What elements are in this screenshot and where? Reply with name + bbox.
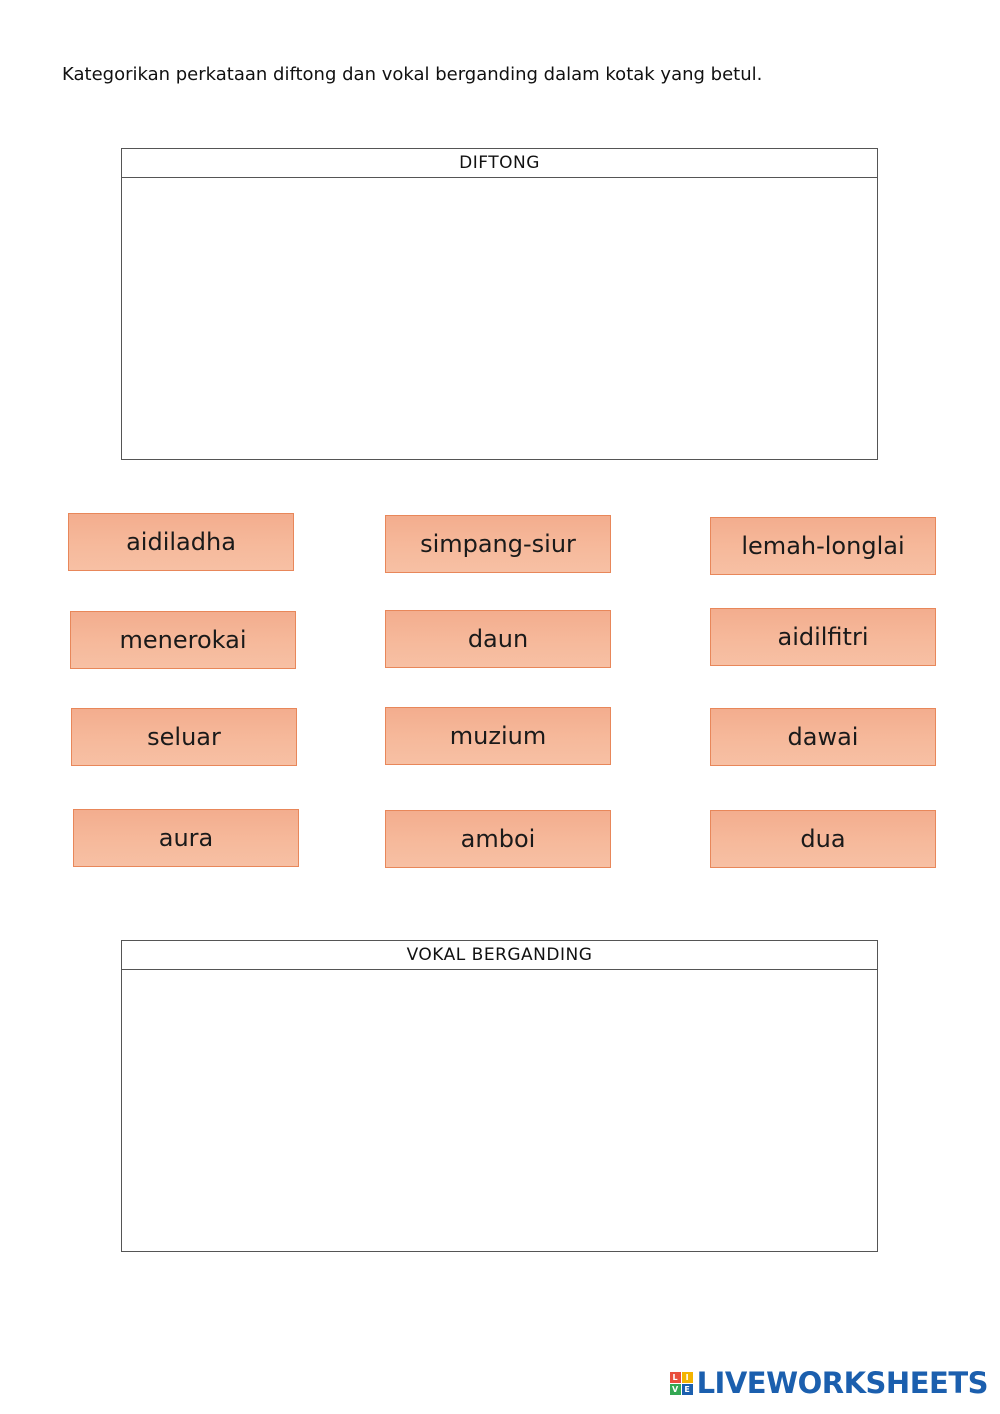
word-tile-seluar[interactable]: seluar xyxy=(71,708,297,766)
drop-box-vokal-berganding[interactable] xyxy=(121,940,878,1252)
word-tile-aidilfitri[interactable]: aidilfitri xyxy=(710,608,936,666)
drop-box-diftong[interactable] xyxy=(121,148,878,460)
word-tile-lemah-longlai[interactable]: lemah-longlai xyxy=(710,517,936,575)
drop-box-vokal-berganding-title: VOKAL BERGANDING xyxy=(122,941,877,970)
drop-area-diftong[interactable] xyxy=(122,178,877,459)
drop-area-vokal-berganding[interactable] xyxy=(122,970,877,1251)
logo-letter-v: V xyxy=(670,1384,681,1395)
word-tile-daun[interactable]: daun xyxy=(385,610,611,668)
word-tile-simpang-siur[interactable]: simpang-siur xyxy=(385,515,611,573)
instruction-text: Kategorikan perkataan diftong dan vokal berganding dalam kotak yang betul. xyxy=(62,64,763,85)
drop-box-diftong-title: DIFTONG xyxy=(122,149,877,178)
logo-letter-i: I xyxy=(682,1372,693,1383)
logo-wordmark: LIVEWORKSHEETS xyxy=(696,1366,988,1400)
logo-grid-icon xyxy=(670,1372,693,1395)
word-tile-muzium[interactable]: muzium xyxy=(385,707,611,765)
word-tile-dua[interactable]: dua xyxy=(710,810,936,868)
word-tile-aura[interactable]: aura xyxy=(73,809,299,867)
word-tile-aidiladha[interactable]: aidiladha xyxy=(68,513,294,571)
word-tile-amboi[interactable]: amboi xyxy=(385,810,611,868)
logo-letter-e: E xyxy=(682,1384,693,1395)
word-tile-dawai[interactable]: dawai xyxy=(710,708,936,766)
logo-letter-l: L xyxy=(670,1372,681,1383)
word-tile-menerokai[interactable]: menerokai xyxy=(70,611,296,669)
liveworksheets-logo xyxy=(670,1366,988,1400)
